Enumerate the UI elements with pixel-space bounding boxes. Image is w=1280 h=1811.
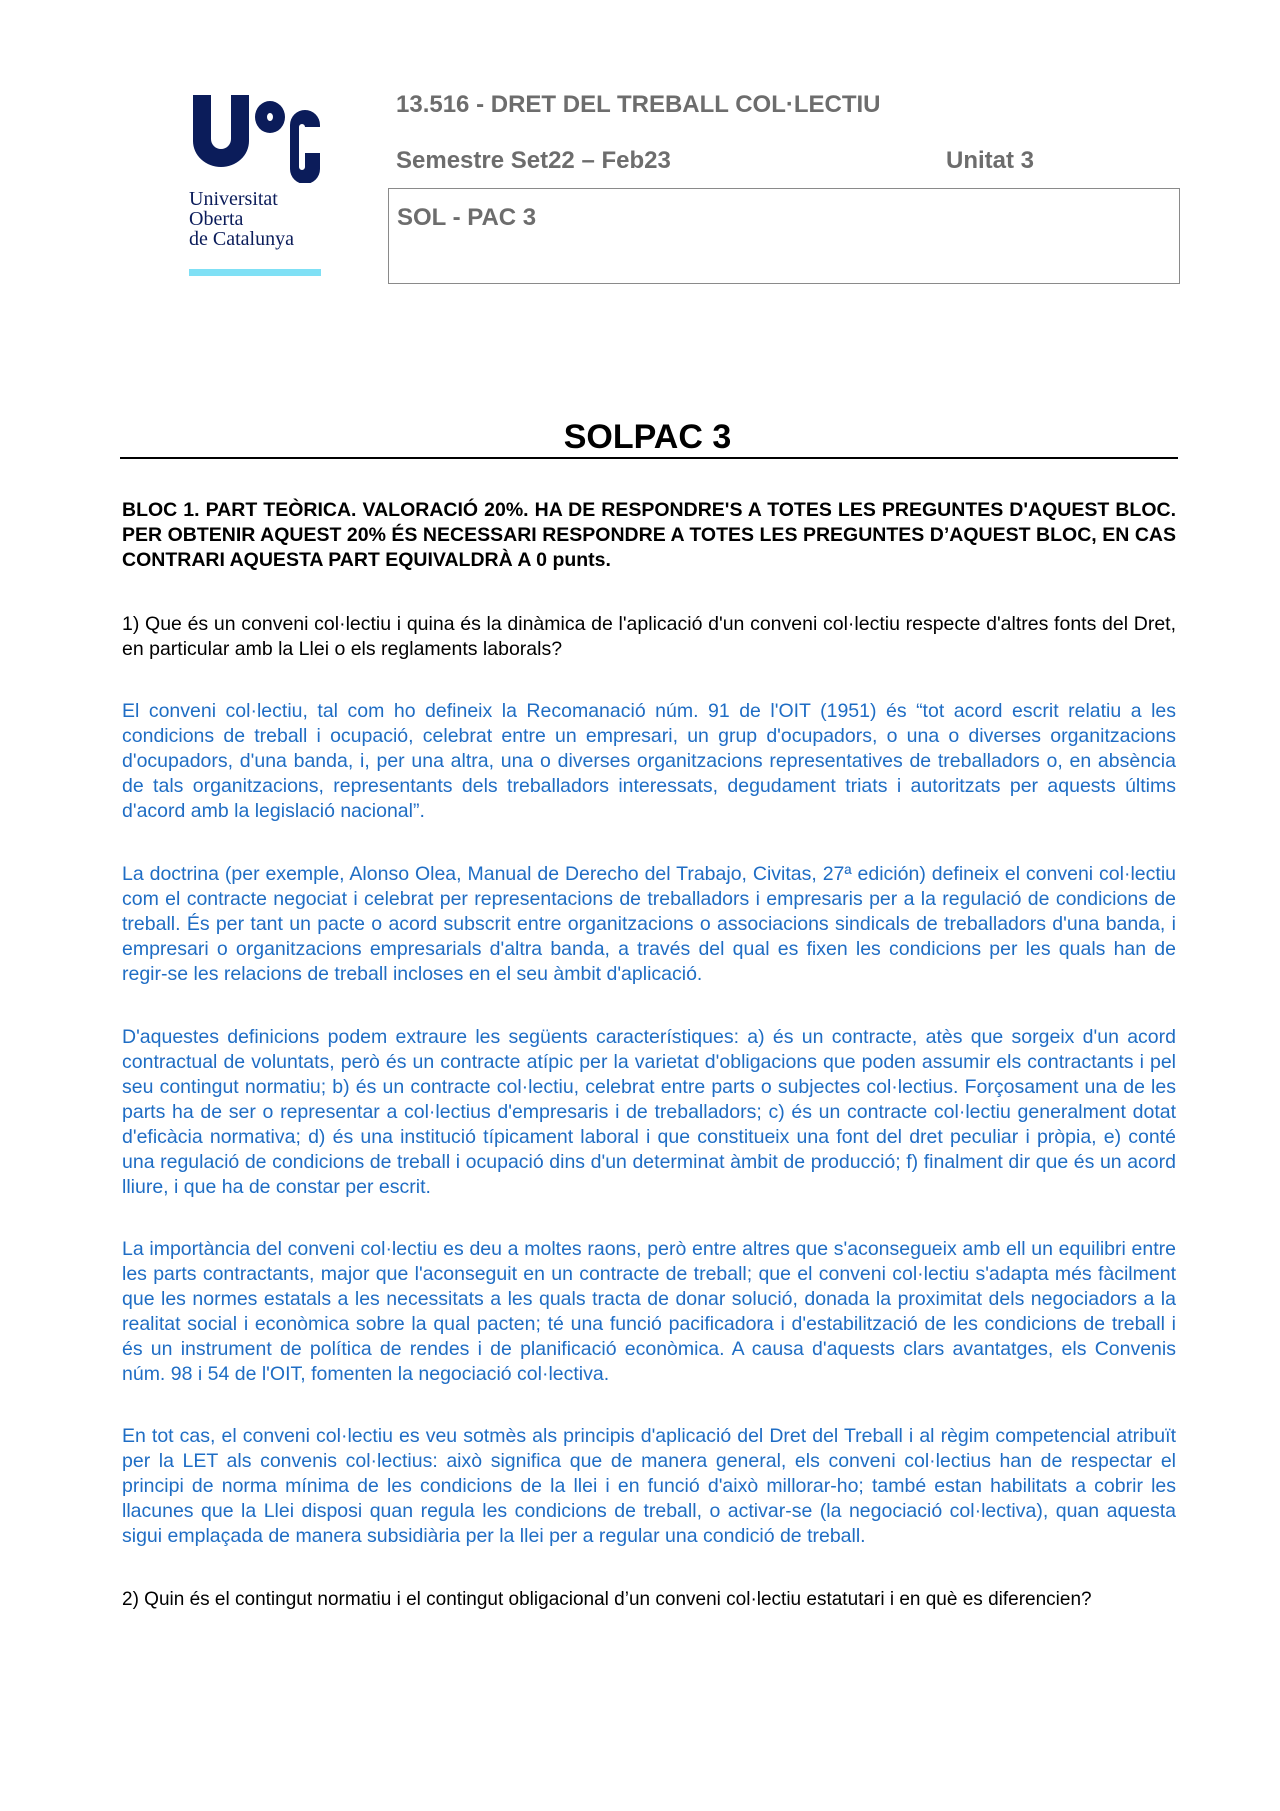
uoc-logo-mark [189,93,321,183]
course-title: 13.516 - DRET DEL TREBALL COL·LECTIU [396,91,881,118]
uoc-logo-text [189,189,294,249]
answer-paragraph: La doctrina (per exemple, Alonso Olea, Manual de Derecho del Trabajo, Civitas, 27ª edición) defineix el conveni col·lectiu com el contracte negociat i celebrat per representacions de treballadors i empresaris per a la regulació de condicions de treball. És per tant un pacte o acord subscrit entre organitzacions o associacions sindicals de treballadors d'una banda, i empresari o organitzacions empresarials d'altra banda, a través del qual es fixen les condicions per les quals han de regir-se les relacions de treball incloses en el seu àmbit d'aplicació. [122,863,1176,985]
title-divider [120,457,1178,459]
logo-line-1: Universitat [189,188,278,210]
document-title: SOLPAC 3 [563,418,732,456]
answer-paragraph: En tot cas, el conveni col·lectiu es veu sotmès als principis d'aplicació del Dret del Treball i al règim competencial atribuït per la LET als convenis col·lectius: això significa que de manera general, els conveni col·lectius han de respectar el principi de norma mínima de les condicions de la llei i en funció d'això millorar-ho; també estan habilitats a cobrir les llacunes que la Llei disposi quan regula les condicions de treball, o activar-se (la negociació col·lectiva), quan aquesta sigui emplaçada de manera subsidiària per la llei per a regular una condició de treball. [122,1425,1176,1547]
answer-paragraph: D'aquestes definicions podem extraure les següents característiques: a) és un contracte, atès que sorgeix d'un acord contractual de voluntats, però és un contracte atípic per la varietat d'obligacions que poden assumir els contractants i pel seu contingut normatiu; b) és un contracte col·lectiu, celebrat entre parts o subjectes col·lectius. Forçosament una de les parts ha de ser o representar a col·lectius d'empresaris i de treballadors; c) és un contracte col·lectiu generalment dotat d'eficàcia normativa; d) és una institució típicament laboral i que constitueix una font del dret peculiar i pròpia, e) conté una regulació de condicions de treball i ocupació dins d'un determinat àmbit de producció; f) finalment dir que és un acord lliure, i que ha de constar per escrit. [122,1026,1176,1198]
logo-line-3: de Catalunya [189,228,294,250]
unit-label: Unitat 3 [946,147,1035,174]
logo-line-2: Oberta [189,208,244,230]
bloc-heading: BLOC 1. PART TEÒRICA. VALORACIÓ 20%. HA DE RESPONDRE'S A TOTES LES PREGUNTES D'AQUEST BLOC. PER OBTENIR AQUEST 20% ÉS NECESSARI RESPONDRE A TOTES LES PREGUNTES D’AQUEST BLOC, EN CAS CONTRARI AQUESTA PART EQUIVALDRÀ A 0 punts. [122,499,1176,571]
uoc-logo [189,93,321,277]
header-box [388,188,1180,284]
semester-label: Semestre Set22 – Feb23 [396,147,671,174]
answer-paragraph: La importància del conveni col·lectiu es deu a moltes raons, però entre altres que s'aconsegueix amb ell un equilibri entre les parts contractants, major que l'aconseguit en un contracte de treball; que el conveni col·lectiu s'adapta més fàcilment que les normes estatals a les necessitats a les quals tracta de donar solució, donada la proximitat dels negociadors a la realitat social i econòmica sobre la qual pacten; té una funció pacificadora i d'estabilització de les condicions de treball i és un instrument de política de rendes i de planificació econòmica. A causa d'aquests clars avantatges, els Convenis núm. 98 i 54 de l'OIT, fomenten la negociació col·lectiva. [122,1238,1176,1385]
answer-paragraph: El conveni col·lectiu, tal com ho defineix la Recomanació núm. 91 de l'OIT (1951) és “tot acord escrit relatiu a les condicions de treball i ocupació, celebrat entre un empresari, un grup d'ocupadors, o una o diverses organitzacions d'ocupadors, d'una banda, i, per una altra, una o diverses organitzacions representatives de treballadors o, en absència de tals organitzacions, representants dels treballadors interessats, degudament triats i autoritzats per aquests últims d'acord amb la legislació nacional”. [122,700,1176,822]
logo-underline-bar [189,269,321,276]
box-label: SOL - PAC 3 [397,204,537,231]
question-1: 1) Que és un conveni col·lectiu i quina és la dinàmica de l'aplicació d'un conveni col·lectiu respecte d'altres fonts del Dret, en particular amb la Llei o els reglaments laborals? [122,613,1176,660]
question-2: 2) Quin és el contingut normatiu i el contingut obligacional d’un conveni col·lectiu estatutari i en què es diferencien? [122,1589,1092,1610]
